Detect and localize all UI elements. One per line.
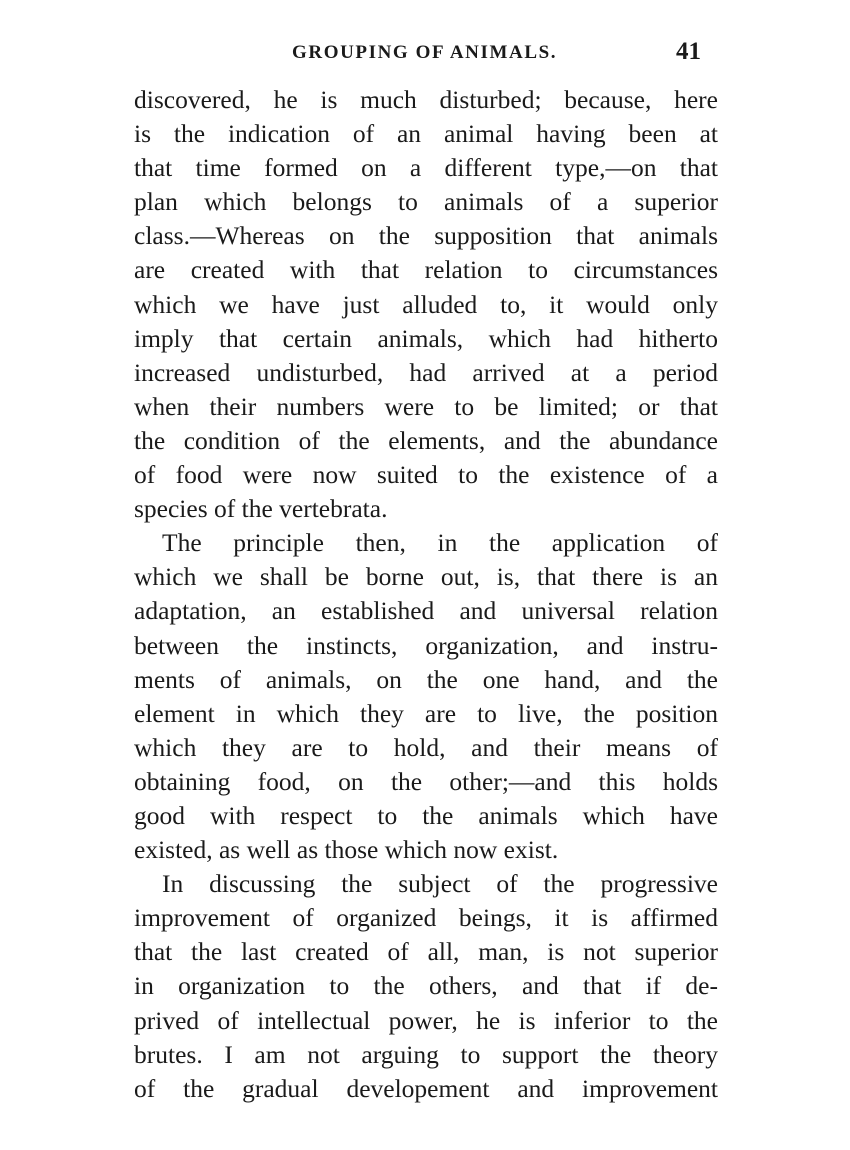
text-line: improvement of organized beings, it is affirmed [134, 903, 718, 933]
text-line: existed, as well as those which now exist. [134, 835, 559, 865]
text-line: good with respect to the animals which have [134, 800, 718, 830]
text-line: of food were now suited to the existence of a [134, 460, 718, 490]
text-line: that the last created of all, man, is not superior [134, 937, 718, 967]
text-line: which we have just alluded to, it would only [134, 289, 718, 319]
text-line: the condition of the elements, and the abundance [134, 425, 718, 455]
running-head [0, 38, 850, 70]
text-line: plan which belongs to animals of a superior [134, 187, 718, 217]
text-line: prived of intellectual power, he is inferior to the [134, 1005, 718, 1035]
text-line: brutes. I am not arguing to support the theory [134, 1039, 718, 1069]
text-line: In discussing the subject of the progressive [162, 869, 718, 899]
text-line: of the gradual developement and improvement [134, 1073, 718, 1103]
text-line: between the instincts, organization, and instru- [134, 630, 718, 660]
text-line: class.—Whereas on the supposition that animals [134, 221, 718, 251]
text-line: element in which they are to live, the position [134, 698, 718, 728]
text-line: obtaining food, on the other;—and this holds [134, 766, 718, 796]
text-line: in organization to the others, and that if de- [134, 971, 718, 1001]
body-text [134, 83, 718, 1106]
text-line: is the indication of an animal having been at [134, 119, 718, 149]
text-line: ments of animals, on the one hand, and the [134, 664, 718, 694]
text-line: The principle then, in the application of [162, 528, 718, 558]
text-line: imply that certain animals, which had hitherto [134, 323, 718, 353]
text-line: species of the vertebrata. [134, 494, 388, 524]
text-line: are created with that relation to circumstances [134, 255, 718, 285]
text-line: when their numbers were to be limited; or that [134, 391, 718, 421]
text-line: increased undisturbed, had arrived at a period [134, 357, 718, 387]
page-number: 41 [676, 38, 701, 65]
text-line: which they are to hold, and their means of [134, 732, 718, 762]
paragraph [134, 83, 718, 526]
running-title: GROUPING OF ANIMALS. [292, 42, 558, 63]
text-line: which we shall be borne out, is, that there is an [134, 562, 718, 592]
paragraph [134, 867, 718, 1106]
paragraph [134, 526, 718, 867]
text-line: that time formed on a different type,—on that [134, 153, 718, 183]
text-line: adaptation, an established and universal relation [134, 596, 718, 626]
text-line: discovered, he is much disturbed; because, here [134, 85, 718, 114]
